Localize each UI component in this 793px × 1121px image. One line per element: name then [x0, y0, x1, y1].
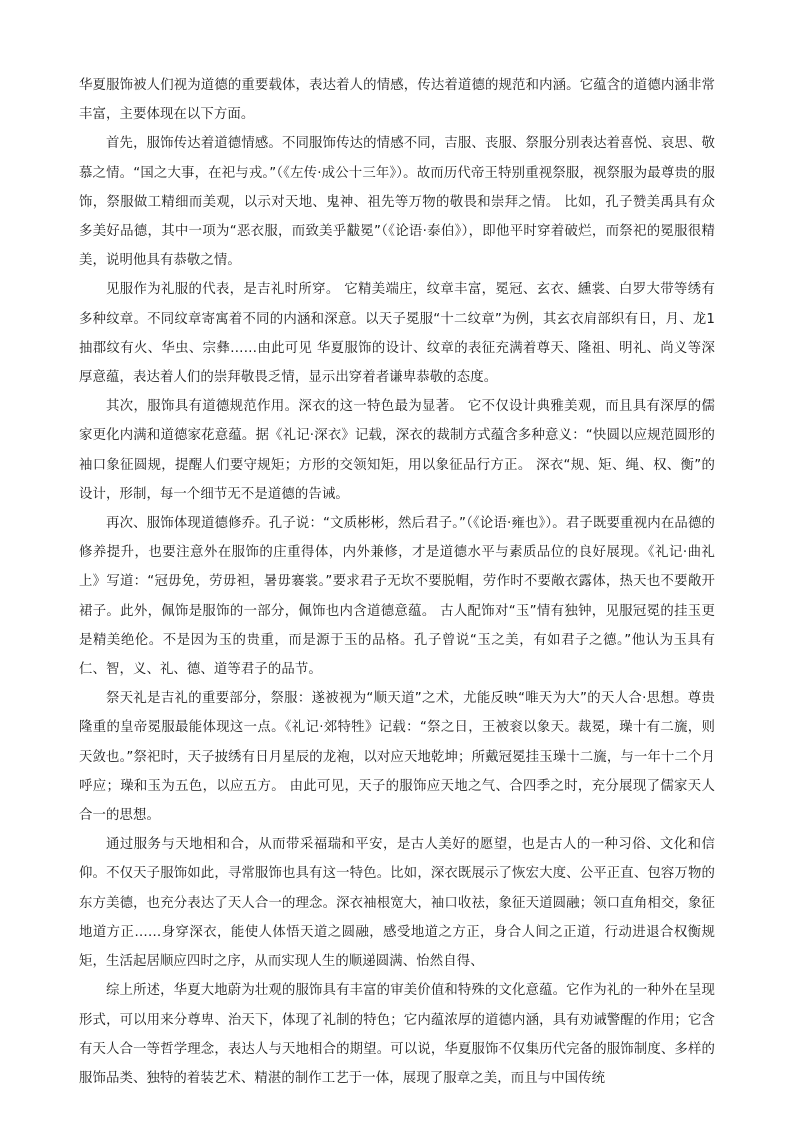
- paragraph-moral-cultivation: 再次、服饰体现道德修乔。孔子说：“文质彬彬，然后君子。”（《论语·雍也》）。君子既要重视内在品德的修养提升，也要注意外在服饰的庄重得体，内外兼修，才是道德水平与素质品位的良好展现。《礼记·曲礼上》写道：“冠毋免，劳毋袒，暑毋褰裳。”要求君子无坎不要脱帽，劳作时不要敞衣露体，热天也不要敞开裙子。此外，佩饰是服饰的一部分，佩饰也内含道德意蕴。 古人配饰对“玉”情有独钟，见服冠冕的挂玉更是精美绝伦。不是因为玉的贵重，而是源于玉的品格。孔子曾说“玉之美，有如君子之德。”他认为玉具有仁、智，义、礼、德、道等君子的品节。: [79, 516, 715, 678]
- paragraph-ceremonial-robes: 见服作为礼服的代表，是吉礼时所穿。 它精美端庄，纹章丰富，冕冠、玄衣、纁裳、白罗大带等绣有多种纹章。不同纹章寄寓着不同的内涵和深意。以天子冕服“十二纹章”为例，其玄衣肩部织有日，月、龙1抽郡纹有火、华虫、宗彝……由此可见 华夏服饰的设计、纹章的表征充满着尊天、隆祖、明礼、尚义等深厚意蕴，表达着人们的崇拜敬畏乏情，显示出穿着者谦卑恭敬的态度。: [79, 282, 715, 386]
- paragraph-intro: 华夏服饰被人们视为道德的重要载体，表达着人的情感，传达着道德的规范和内涵。它蕴含的道德内涵非常丰富，主要体现在以下方面。: [79, 78, 715, 123]
- paragraph-heaven-worship: 祭天礼是吉礼的重要部分，祭服：遂被视为“顺天道”之术，尤能反映“唯天为大”的天人合·思想。尊贵隆重的皇帝冕服最能体现这一点。《礼记·郊特牲》记载：“祭之日，王被衮以象天。裁冕，璪十有二旒，则天敛也。”祭祀时，天子披绣有日月星辰的龙袍，以对应天地乾坤；所戴冠冕挂玉璪十二旒，与一年十二个月呼应；璪和玉为五色，以应五方。 由此可见，天子的服饰应天地之气、合四季之时，充分展现了儒家天人合一的思想。: [79, 691, 715, 824]
- paragraph-conclusion: 综上所述，华夏大地蔚为壮观的服饰具有丰富的审美价值和特殊的文化意蕴。它作为礼的一种外在呈现形式，可以用来分尊卑、治天下，体现了礼制的特色；它内蕴浓厚的道德内涵，具有劝诫警醒的作用；它含有天人合一等哲学理念，表达人与天地相合的期望。可以说，华夏服饰不仅集历代完备的服饰制度、多样的服饰品类、独特的着装艺术、精湛的制作工艺于一体，展现了服章之美，而且与中国传统: [79, 983, 715, 1086]
- paragraph-harmony-heaven-earth: 通过服务与天地相和合，从而带采福瑞和平安，是古人美好的愿望，也是古人的一种习俗、文化和信仰。不仅天子服饰如此，寻常服饰也具有这一特色。比如，深衣既展示了恢宏大度、公平正直、包容万物的东方美德，也充分表达了天人合一的理念。深衣袖根宽大，袖口收祛，象征天道圆融；领口直角相交，象征地道方正……身穿深衣，能使人体悟天道之圆融，感受地道之方正，身合人间之正道，行动进退合权衡规矩，生活起居顺应四时之序，从而实现人生的顺递圆满、怡然自得、: [79, 837, 715, 970]
- paragraph-moral-emotion: 首先，服饰传达着道德情感。不同服饰传达的情感不同，吉服、丧服、祭服分别表达着喜悦、哀思、敬慕之情。“国之大事，在祀与戎。”（《左传·成公十三年》）。故而历代帝王特别重视祭服，视祭服为最尊贵的服饰，祭服做工精细而美观，以示对天地、鬼神、祖先等万物的敬畏和崇拜之情。 比如，孔子赞美禹具有众多美好品德，其中一项为“恶衣服，而致美乎黻冕”（《论语·泰伯》），即他平时穿着破烂，而祭祀的冕服很精美，说明他具有恭敬之情。: [79, 136, 715, 269]
- document-body: [79, 71, 715, 1093]
- paragraph-moral-norms: 其次，服饰具有道德规范作用。深衣的这一特色最为显著。 它不仅设计典雅美观，而且具有深厚的儒家更化内满和道德家花意蕴。据《礼记·深衣》记载，深衣的裁制方式蕴含多种意义：“快圆以应规范圆形的袖口象征圆规，提醒人们要守规矩；方形的交领知矩，用以象征品行方正。 深衣“规、矩、绳、权、衡”的设计，形制，每一个细节无不是道德的告诫。: [79, 399, 715, 502]
